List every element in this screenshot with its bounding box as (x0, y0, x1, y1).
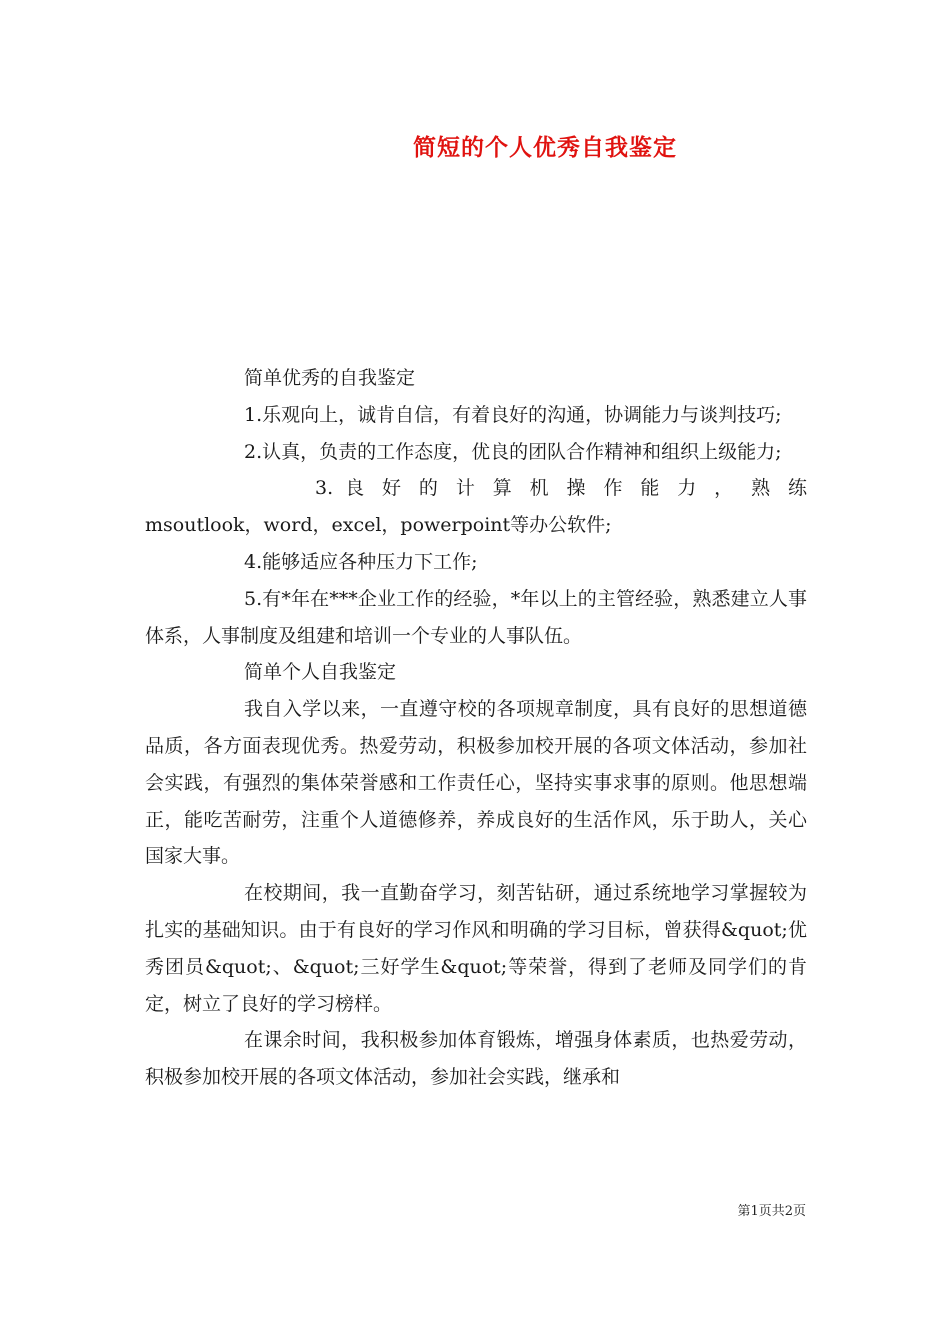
body-paragraph: 我自入学以来，一直遵守校的各项规章制度，具有良好的思想道德品质，各方面表现优秀。热爱劳动，积极参加校开展的各项文体活动，参加社会实践，有强烈的集体荣誉感和工作责任心，坚持实事求事的原则。他思想端正，能吃苦耐劳，注重个人道德修养，养成良好的生活作风，乐于助人，关心国家大事。 (145, 698, 807, 868)
body-paragraph: 在校期间，我一直勤奋学习，刻苦钻研，通过系统地学习掌握较为扎实的基础知识。由于有良好的学习作风和明确的学习目标，曾获得&quot;优秀团员&quot;、&quot;三好学生&quot;等荣誉，得到了老师及同学们的肯定，树立了良好的学习榜样。 (145, 882, 807, 1015)
section-heading: 简单优秀的自我鉴定 (244, 367, 416, 389)
body-paragraph: 在课余时间，我积极参加体育锻炼，增强身体素质，也热爱劳动，积极参加校开展的各项文体活动，参加社会实践，继承和 (145, 1029, 807, 1089)
list-item: 4.能够适应各种压力下工作; (244, 550, 478, 573)
page-footer: 第1页共2页 (737, 1204, 806, 1219)
list-item: 5.有*年在***企业工作的经验，*年以上的主管经验，熟悉建立人事体系，人事制度及组建和培训一个专业的人事队伍。 (145, 587, 807, 647)
list-item: 1.乐观向上，诚肯自信，有着良好的沟通，协调能力与谈判技巧; (244, 403, 782, 426)
list-item: 2.认真，负责的工作态度，优良的团队合作精神和组织上级能力; (244, 440, 782, 463)
list-item-continuation: msoutlook，word，excel，powerpoint等办公软件; (145, 514, 612, 537)
document-title: 简短的个人优秀自我鉴定 (413, 134, 677, 161)
document-body (145, 360, 807, 1096)
section-heading: 简单个人自我鉴定 (244, 661, 397, 684)
list-item: 3. 良 好 的 计 算 机 操 作 能 力 ， 熟 练 (315, 477, 807, 500)
